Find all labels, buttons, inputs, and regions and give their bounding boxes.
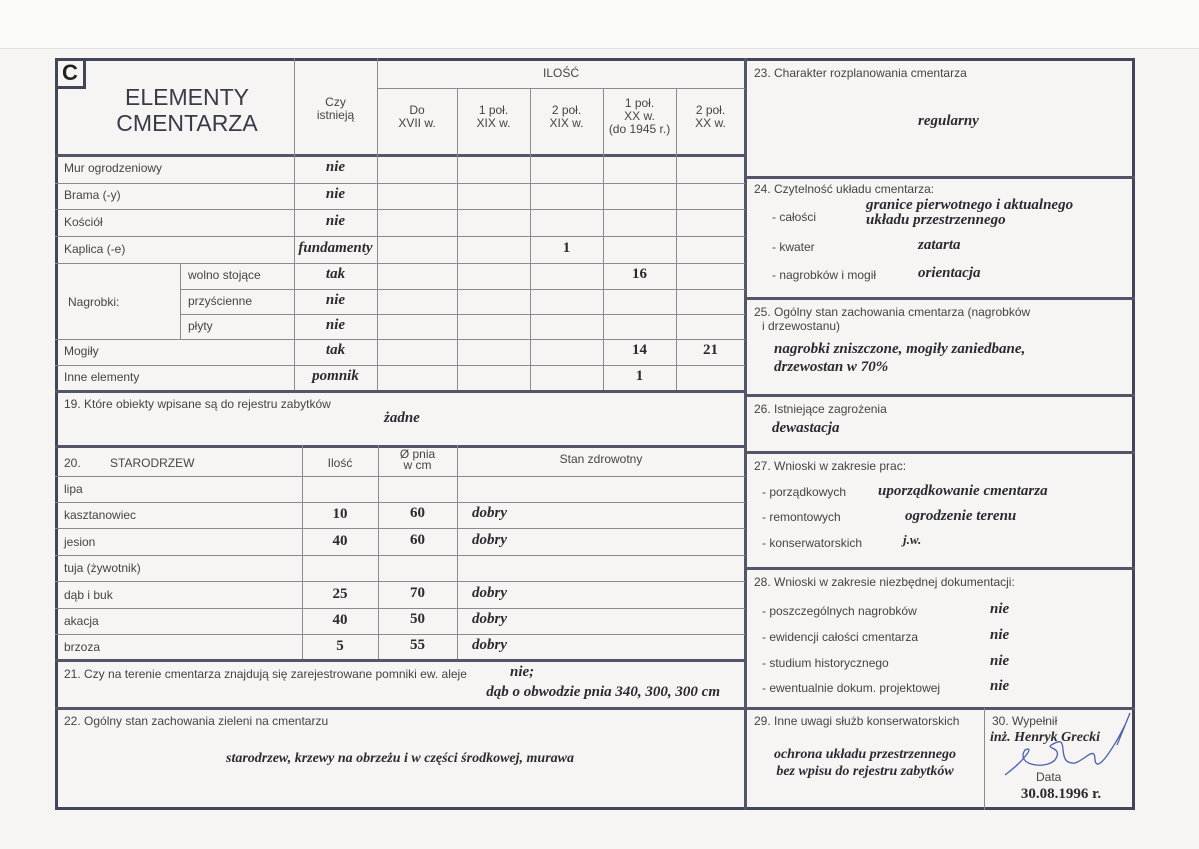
s24-item-value: zatarta bbox=[918, 237, 961, 253]
col-header-exists bbox=[294, 96, 377, 122]
tree-name: dąb i buk bbox=[64, 587, 113, 602]
header-line: XX w. bbox=[695, 116, 726, 130]
tree-name: tuja (żywotnik) bbox=[64, 561, 141, 575]
s30-label: 30. Wypełnił bbox=[992, 714, 1058, 728]
s28-item-label: - ewidencji całości cmentarza bbox=[762, 630, 919, 644]
header-line: XVII w. bbox=[398, 116, 436, 130]
s27-item-label: - porządkowych bbox=[762, 485, 847, 499]
tree-name: akacja bbox=[64, 614, 99, 628]
divider bbox=[55, 390, 745, 393]
s27-item-label: - remontowych bbox=[762, 510, 841, 524]
s19-label: 19. Które obiekty wpisane są do rejestru zabytków bbox=[64, 397, 331, 411]
tree-health: dobry bbox=[472, 637, 507, 653]
period-header bbox=[603, 97, 676, 136]
date-value: 30.08.1996 r. bbox=[1020, 786, 1102, 802]
divider bbox=[55, 707, 745, 710]
header-line: 1 poł. bbox=[624, 96, 655, 110]
row-count: 1 bbox=[562, 239, 571, 256]
s22-value: starodrzew, krzewy na obrzeżu i w części środkowej, murawa bbox=[226, 751, 574, 766]
divider bbox=[55, 476, 745, 477]
signature bbox=[985, 705, 1135, 790]
divider bbox=[55, 236, 745, 237]
divider bbox=[745, 394, 1135, 397]
s20-title: STARODRZEW bbox=[110, 456, 195, 470]
s28-item-value: nie bbox=[990, 678, 1010, 694]
s22-label: 22. Ogólny stan zachowania zieleni na cmentarzu bbox=[64, 714, 329, 728]
tree-health: dobry bbox=[472, 531, 507, 548]
s23-label: 23. Charakter rozplanowania cmentarza bbox=[754, 66, 967, 80]
row-label: Mogiły bbox=[64, 344, 99, 358]
row-exists-value: nie bbox=[325, 291, 346, 308]
tree-diameter: 55 bbox=[410, 637, 425, 653]
row-exists-value: nie bbox=[325, 212, 346, 229]
tree-health: dobry bbox=[472, 611, 507, 627]
row-label: Kaplica (-e) bbox=[64, 241, 126, 256]
date-label: Data bbox=[1036, 770, 1062, 784]
row-count: 16 bbox=[632, 266, 647, 282]
s27-item-value: uporządkowanie cmentarza bbox=[878, 483, 1048, 499]
s25-value bbox=[774, 340, 1025, 376]
s28-item-label: - ewentualnie dokum. projektowej bbox=[762, 681, 941, 695]
row-label: przyścienne bbox=[188, 293, 253, 308]
tree-diameter: 60 bbox=[410, 505, 425, 521]
s26-value: dewastacja bbox=[772, 420, 840, 436]
value-line: drzewostan w 70% bbox=[774, 359, 889, 375]
divider bbox=[55, 528, 745, 529]
tree-count: 40 bbox=[332, 612, 348, 628]
label-line: 25. Ogólny stan zachowania cmentarza (nagrobków bbox=[754, 305, 1031, 319]
tree-name: kasztanowiec bbox=[64, 508, 137, 522]
divider bbox=[55, 263, 745, 264]
s23-value: regularny bbox=[918, 113, 979, 129]
divider bbox=[55, 209, 745, 210]
divider bbox=[55, 365, 745, 366]
header-line: XIX w. bbox=[476, 116, 511, 130]
s20-num: 20. bbox=[64, 456, 81, 470]
divider bbox=[55, 634, 745, 635]
tree-diameter: 70 bbox=[410, 584, 425, 601]
divider bbox=[180, 289, 745, 290]
quantity-header: ILOŚĆ bbox=[542, 66, 579, 80]
divider bbox=[55, 659, 745, 662]
divider bbox=[745, 176, 1135, 179]
s29-label: 29. Inne uwagi służb konserwatorskich bbox=[754, 714, 960, 728]
row-count: 21 bbox=[703, 342, 718, 358]
col-count: Ilość bbox=[327, 456, 353, 470]
filled-by-name: inż. Henryk Grecki bbox=[990, 730, 1101, 745]
divider bbox=[745, 567, 1135, 570]
s19-value: żadne bbox=[384, 410, 420, 426]
row-count: 1 bbox=[635, 367, 644, 384]
divider bbox=[55, 183, 745, 184]
tree-count: 40 bbox=[332, 532, 348, 549]
col-health: Stan zdrowotny bbox=[559, 452, 643, 466]
row-count: 14 bbox=[632, 342, 647, 358]
s24-item-value bbox=[866, 198, 1073, 228]
title-line: ELEMENTY bbox=[125, 84, 249, 110]
tree-name: lipa bbox=[64, 482, 83, 496]
divider bbox=[55, 339, 745, 340]
s24-item-label: - kwater bbox=[772, 240, 815, 254]
period-header bbox=[377, 104, 457, 130]
col-diameter bbox=[378, 449, 457, 471]
row-exists-value: fundamenty bbox=[298, 239, 373, 256]
s24-item-label: - nagrobków i mogił bbox=[772, 268, 877, 282]
header-line: Ø pnia bbox=[399, 447, 436, 461]
row-exists-value: tak bbox=[325, 342, 346, 358]
tree-count: 5 bbox=[336, 638, 344, 654]
table-title bbox=[80, 84, 294, 136]
s21-value2: dąb o obwodzie pnia 340, 300, 300 cm bbox=[486, 684, 720, 700]
tree-health: dobry bbox=[472, 505, 507, 521]
s24-label: 24. Czytelność układu cmentarza: bbox=[754, 182, 935, 196]
period-header bbox=[676, 104, 745, 130]
header-line: istnieją bbox=[316, 108, 355, 122]
row-exists-value: tak bbox=[325, 266, 346, 282]
value-line: nagrobki zniszczone, mogiły zaniedbane, bbox=[774, 341, 1026, 357]
divider bbox=[55, 555, 745, 556]
divider bbox=[180, 314, 745, 315]
section-letter: C bbox=[57, 60, 86, 89]
divider bbox=[55, 502, 745, 503]
header-line: w cm bbox=[403, 458, 432, 472]
divider bbox=[745, 297, 1135, 300]
period-header bbox=[457, 104, 530, 130]
divider bbox=[457, 88, 458, 390]
tree-count: 10 bbox=[332, 506, 348, 522]
nagrobki-label: Nagrobki: bbox=[68, 295, 120, 309]
header-line: XX w. bbox=[624, 109, 655, 123]
tree-count: 25 bbox=[332, 585, 348, 602]
value-line: ochrona układu przestrzennego bbox=[773, 747, 957, 762]
value-line: bez wpisu do rejestru zabytków bbox=[776, 764, 954, 779]
divider bbox=[744, 58, 747, 810]
divider bbox=[55, 608, 745, 609]
s28-item-label: - studium historycznego bbox=[762, 656, 889, 670]
tree-health: dobry bbox=[472, 584, 507, 601]
header-line: (do 1945 r.) bbox=[608, 122, 671, 136]
tree-diameter: 60 bbox=[410, 531, 425, 548]
header-line: XIX w. bbox=[549, 116, 584, 130]
s25-label bbox=[754, 305, 1030, 333]
header-line: Czy bbox=[325, 95, 346, 109]
row-exists-value: nie bbox=[325, 159, 346, 175]
s24-item-label: - całości bbox=[772, 210, 817, 224]
row-label: wolno stojące bbox=[188, 268, 261, 282]
s28-item-value: nie bbox=[990, 627, 1010, 643]
label-line: i drzewostanu) bbox=[762, 319, 841, 333]
s28-label: 28. Wnioski w zakresie niezbędnej dokumentacji: bbox=[754, 575, 1015, 589]
divider bbox=[180, 263, 181, 339]
row-label: Brama (-y) bbox=[64, 188, 121, 202]
value-line: układu przestrzennego bbox=[866, 212, 1006, 228]
row-exists-value: nie bbox=[325, 316, 346, 333]
value-line: granice pierwotnego i aktualnego bbox=[866, 197, 1074, 213]
paper-top-edge bbox=[0, 0, 1199, 49]
divider bbox=[745, 451, 1135, 454]
s27-label: 27. Wnioski w zakresie prac: bbox=[754, 459, 907, 473]
header-line: Do bbox=[409, 103, 425, 117]
tree-name: brzoza bbox=[64, 640, 101, 654]
s21-value1: nie; bbox=[510, 664, 535, 680]
divider bbox=[457, 445, 458, 659]
divider bbox=[377, 88, 745, 89]
row-exists-value: nie bbox=[325, 186, 346, 202]
row-label: Inne elementy bbox=[64, 369, 140, 384]
tree-name: jesion bbox=[64, 534, 96, 549]
divider bbox=[55, 581, 745, 582]
s27-item-value: j.w. bbox=[903, 532, 922, 547]
period-header bbox=[530, 104, 603, 130]
row-label: Kościół bbox=[64, 214, 103, 229]
s28-item-value: nie bbox=[990, 601, 1010, 617]
s28-item-label: - poszczególnych nagrobków bbox=[762, 604, 917, 618]
tree-diameter: 50 bbox=[410, 611, 425, 627]
s27-item-label: - konserwatorskich bbox=[762, 536, 863, 550]
s29-value bbox=[745, 746, 985, 780]
s28-item-value: nie bbox=[990, 653, 1010, 669]
header-line: 2 poł. bbox=[551, 103, 582, 117]
row-label: płyty bbox=[188, 318, 213, 333]
s21-label: 21. Czy na terenie cmentarza znajdują się zarejestrowane pomniki ew. aleje bbox=[64, 667, 467, 681]
header-line: 1 poł. bbox=[478, 103, 509, 117]
row-label: Mur ogrodzeniowy bbox=[64, 161, 163, 175]
divider bbox=[55, 154, 745, 157]
s27-item-value: ogrodzenie terenu bbox=[905, 508, 1017, 524]
s24-item-value: orientacja bbox=[918, 265, 981, 281]
s26-label: 26. Istniejące zagrożenia bbox=[754, 402, 887, 416]
row-exists-value: pomnik bbox=[312, 367, 359, 384]
header-line: 2 poł. bbox=[695, 103, 726, 117]
title-line: CMENTARZA bbox=[116, 110, 258, 136]
